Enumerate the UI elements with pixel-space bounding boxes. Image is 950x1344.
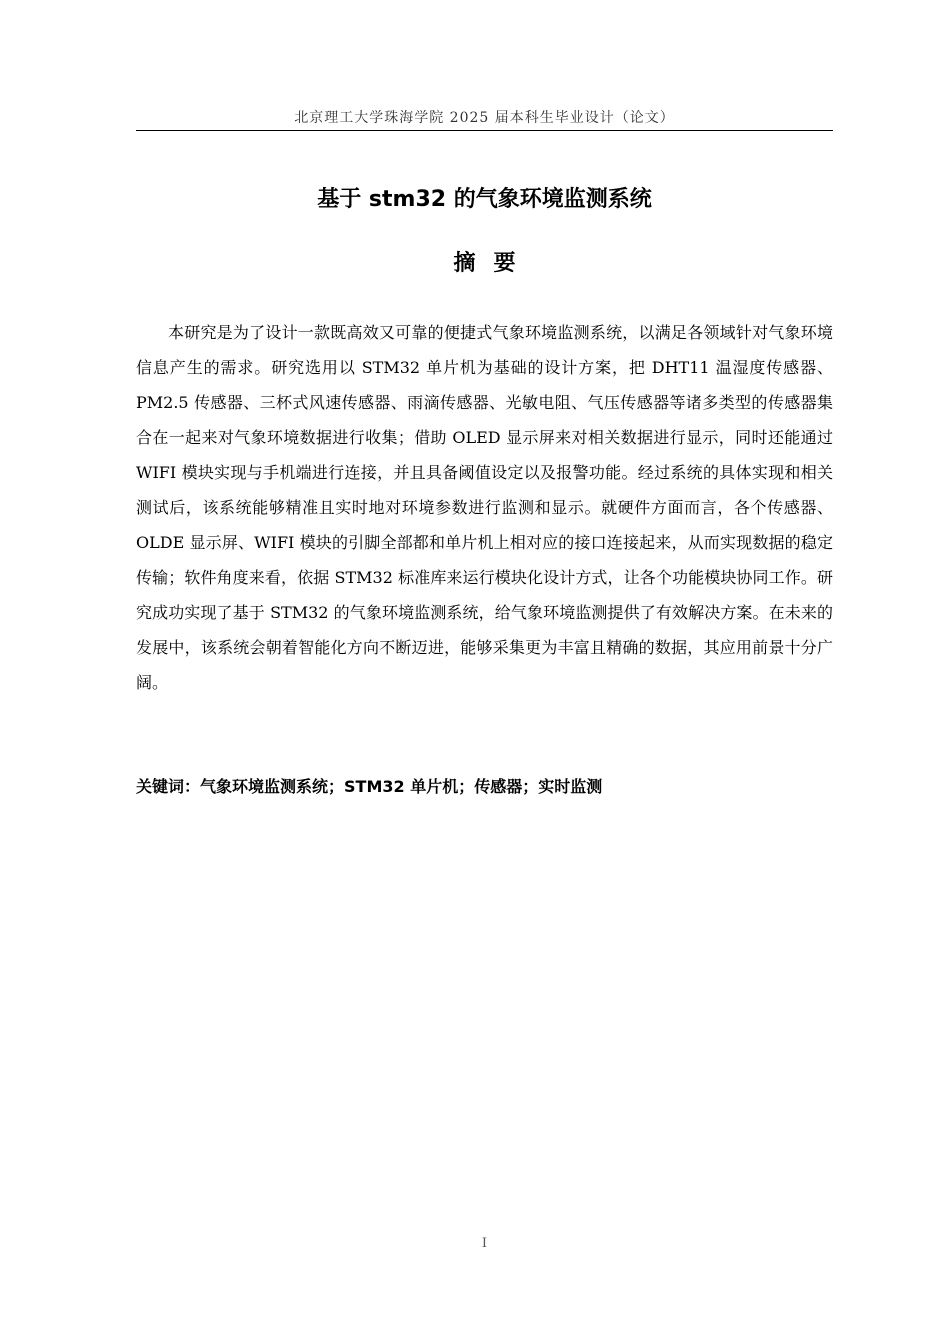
abstract-body: 本研究是为了设计一款既高效又可靠的便捷式气象环境监测系统，以满足各领域针对气象环境信息产生的需求。研究选用以 STM32 单片机为基础的设计方案，把 DHT11 温湿度传感器、PM2.5 传感器、三杯式风速传感器、雨滴传感器、光敏电阻、气压传感器等诸多类型的传感器集合在一起来对气象环境数据进行收集；借助 OLED 显示屏来对相关数据进行显示，同时还能通过 WIFI 模块实现与手机端进行连接，并且具备阈值设定以及报警功能。经过系统的具体实现和相关测试后，该系统能够精准且实时地对环境参数进行监测和显示。就硬件方面而言，各个传感器、OLDE 显示屏、WIFI 模块的引脚全部都和单片机上相对应的接口连接起来，从而实现数据的稳定传输；软件角度来看，依据 STM32 标准库来运行模块化设计方式，让各个功能模块协同工作。研究成功实现了基于 STM32 的气象环境监测系统，给气象环境监测提供了有效解决方案。在未来的发展中，该系统会朝着智能化方向不断迈进，能够采集更为丰富且精确的数据，其应用前景十分广阔。 (136, 323, 833, 692)
keywords-line: 关键词：气象环境监测系统；STM32 单片机；传感器；实时监测 (136, 777, 603, 796)
abstract-heading: 摘要 (453, 251, 534, 276)
header-divider (136, 130, 833, 131)
page-number: I (481, 1236, 488, 1251)
paper-title: 基于 stm32 的气象环境监测系统 (317, 187, 652, 212)
running-header: 北京理工大学珠海学院 2025 届本科生毕业设计（论文） (294, 110, 675, 126)
